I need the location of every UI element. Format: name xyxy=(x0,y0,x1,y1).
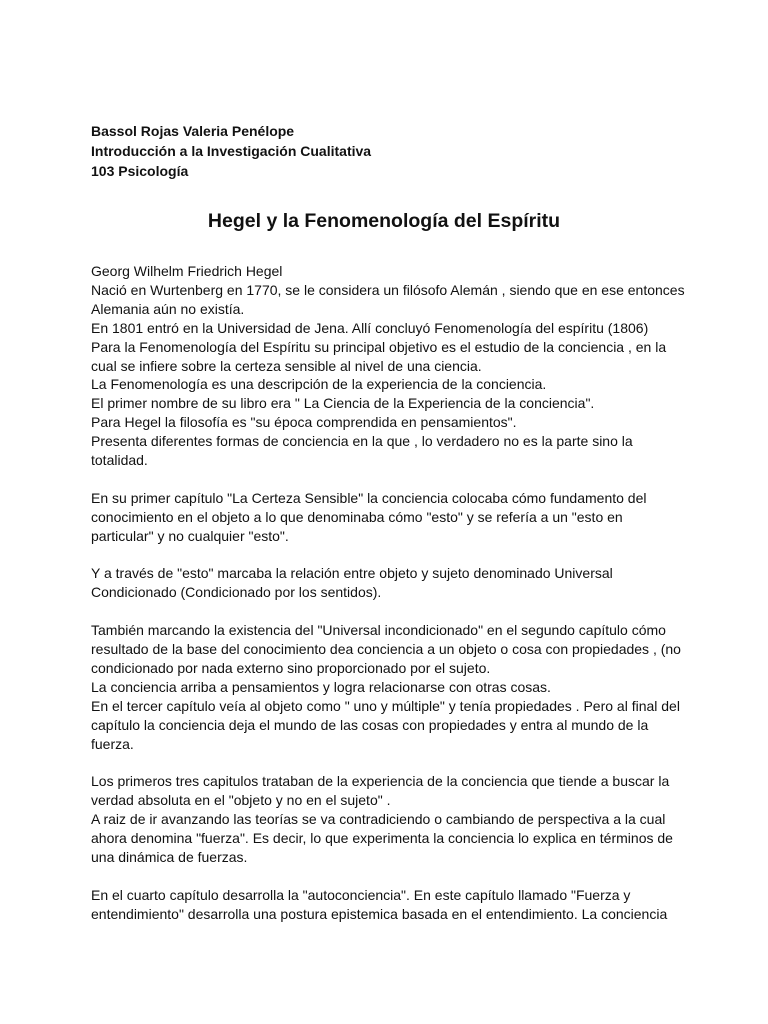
body-text-line: En 1801 entró en la Universidad de Jena. Allí concluyó Fenomenología del espíritu (1806) xyxy=(91,319,649,336)
body-text-line: capítulo la conciencia deja el mundo de las cosas con propiedades y entra al mundo de la xyxy=(91,716,649,733)
body-text-line: condicionado por nada externo sino proporcionado por el sujeto. xyxy=(91,659,491,676)
body-text-line: particular" y no cualquier "esto". xyxy=(91,527,289,544)
body-text-line: Georg Wilhelm Friedrich Hegel xyxy=(91,263,283,279)
body-text-line: una dinámica de fuerzas. xyxy=(91,849,248,866)
group-name: 103 Psicología xyxy=(91,163,189,179)
body-text-line: Presenta diferentes formas de conciencia en la que , lo verdadero no es la parte sino la xyxy=(91,433,633,450)
body-text-line: Condicionado (Condicionado por los sentidos). xyxy=(91,584,382,601)
body-text-line: Alemania aún no existía. xyxy=(91,300,245,317)
body-text-line: La Fenomenología es una descripción de la experiencia de la conciencia. xyxy=(91,376,547,393)
paragraph-gap xyxy=(91,602,691,621)
paragraph-gap xyxy=(91,867,691,886)
body-text-line: cual se infiere sobre la certeza sensible al nivel de una ciencia. xyxy=(91,357,482,374)
document-title: Hegel y la Fenomenología del Espíritu xyxy=(207,210,561,232)
body-text-line: Para Hegel la filosofía es "su época comprendida en pensamientos". xyxy=(91,414,517,431)
body-text-line: La conciencia arriba a pensamientos y logra relacionarse con otras cosas. xyxy=(91,678,551,695)
body-text-line: En su primer capítulo "La Certeza Sensible" la conciencia colocaba cómo fundamento del xyxy=(91,489,647,506)
paragraph-gap xyxy=(91,470,691,489)
author-name: Bassol Rojas Valeria Penélope xyxy=(91,123,295,139)
body-text-line: totalidad. xyxy=(91,452,148,469)
paragraph-gap xyxy=(91,546,691,565)
body-text-line: También marcando la existencia del "Universal incondicionado" en el segundo capítulo cómo xyxy=(91,622,666,639)
body-text-line: verdad absoluta en el "objeto y no en el sujeto" . xyxy=(91,792,391,809)
body-text-line: ahora denomina "fuerza". Es decir, lo que experimenta la conciencia lo explica en términos de xyxy=(91,830,673,847)
body-text-line: Y a través de "esto" marcaba la relación entre objeto y sujeto denominado Universal xyxy=(91,565,613,582)
body-text-line: Para la Fenomenología del Espíritu su principal objetivo es el estudio de la conciencia , en la xyxy=(91,338,667,355)
body-text-line: resultado de la base del conocimiento dea conciencia a un objeto o cosa con propiedades , (no xyxy=(91,641,681,658)
body-text-line: Los primeros tres capitulos trataban de la experiencia de la conciencia que tiende a buscar la xyxy=(91,773,670,790)
paragraph-gap xyxy=(91,754,691,773)
body-text-line: En el cuarto capítulo desarrolla la "autoconciencia". En este capítulo llamado "Fuerza y xyxy=(91,886,631,903)
body-text-line: Nació en Wurtenberg en 1770, se le considera un filósofo Alemán , siendo que en ese entonces xyxy=(91,281,685,298)
body-text-line: conocimiento en el objeto a lo que denominaba cómo "esto" y se refería a un "esto en xyxy=(91,508,623,525)
body-text-line: fuerza. xyxy=(91,735,134,752)
body-text-line: En el tercer capítulo veía al objeto como " uno y múltiple" y tenía propiedades . Pero al final del xyxy=(91,697,680,714)
course-name: Introducción a la Investigación Cualitativa xyxy=(91,143,372,159)
document-header xyxy=(91,121,371,181)
body-text-line: A raiz de ir avanzando las teorías se va contradiciendo o cambiando de perspectiva a la cual xyxy=(91,811,666,828)
document-body xyxy=(91,262,691,924)
body-text-line: entendimiento" desarrolla una postura epistemica basada en el entendimiento. La conciencia xyxy=(91,905,668,922)
body-text-line: El primer nombre de su libro era " La Ciencia de la Experiencia de la conciencia". xyxy=(91,395,595,412)
